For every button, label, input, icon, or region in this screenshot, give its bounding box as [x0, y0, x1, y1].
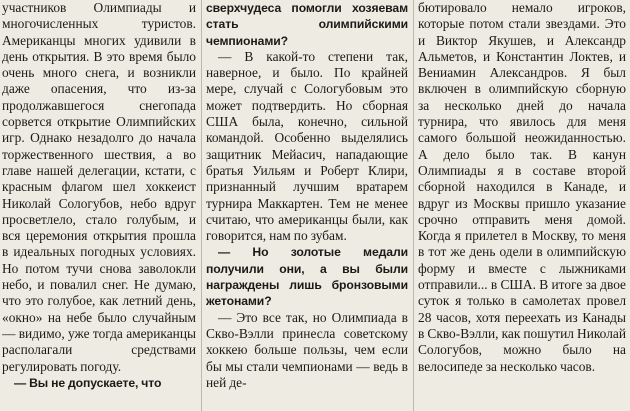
interview-question: — Но золотые медали получили они, а вы были награждены лишь бронзовыми жетонами?: [206, 245, 408, 309]
column-divider: [201, 0, 202, 411]
interview-answer: бютировало немало игроков, которые потом стали звездами. Это и Виктор Якушев, и Александр Альметов, и Константин Локтев, и Вениамин Александров. Я был включен в олимпийскую сборную за несколько дней до начала турнира, что явилось для меня самого большой неожиданностью. А дело было так. В канун Олимпиады я в составе второй сборной находился в Канаде, и вдруг из Москвы пришло указание срочно отправить меня домой. Когда я прилетел в Москву, то меня в тот же день одели в олимпийскую форму и вместе с лыжниками отправили... в США. В итоге за двое суток я только в самолетах провел 28 часов, хотя переехать из Канады в Скво-Вэлли, как пошутил Николай Сологубов, можно было на велосипеде за несколько часов.: [418, 0, 626, 374]
interview-question: — Вы не допускаете, что: [14, 375, 162, 390]
article-column-3: [418, 0, 626, 411]
article-column-1: [2, 0, 196, 411]
interview-question: сверхчудеса помогли хозяевам стать олимпийскими чемпионами?: [206, 1, 408, 48]
interview-answer: — Это все так, но Олимпиада в Скво-Вэлли принесла советскому хоккею больше пользы, чем если бы мы стали чемпионами — ведь в ней де-: [206, 309, 408, 390]
article-column-2: [206, 0, 408, 411]
column-divider: [413, 0, 414, 411]
paragraph-text: участников Олимпиады и многочисленных туристов. Американцы многих удивили в день открытия. В это время было очень много снега, и возникли даже опасения, что из-за продолжавшегося снегопада сорвется открытие Олимпийских игр. Однако незадолго до начала торжественного шествия, а во главе нашей делегации, кстати, с красным флагом шел хоккеист Николай Сологубов, небо вдруг просветлело, стало голубым, и вся церемония открытия прошла в идеальных погодных условиях. Но потом тучи снова заволокли небо, и повалил снег. Не думаю, что это голубое, как летний день, «окно» на небе было случайным — видимо, уже тогда американцы располагали средствами регулировать погоду.: [2, 0, 196, 374]
interview-answer: — В какой-то степени так, наверное, и было. По крайней мере, случай с Сологубовым это может подтвердить. Но сборная США была, конечно, сильной командой. Особенно выделялись защитник Мейасич, нападающие братья Уильям и Роберт Клири, признанный лучшим вратарем турнира Маккартен. Тем не менее считаю, что американцы были, как говорится, нам по зубам.: [206, 48, 408, 244]
